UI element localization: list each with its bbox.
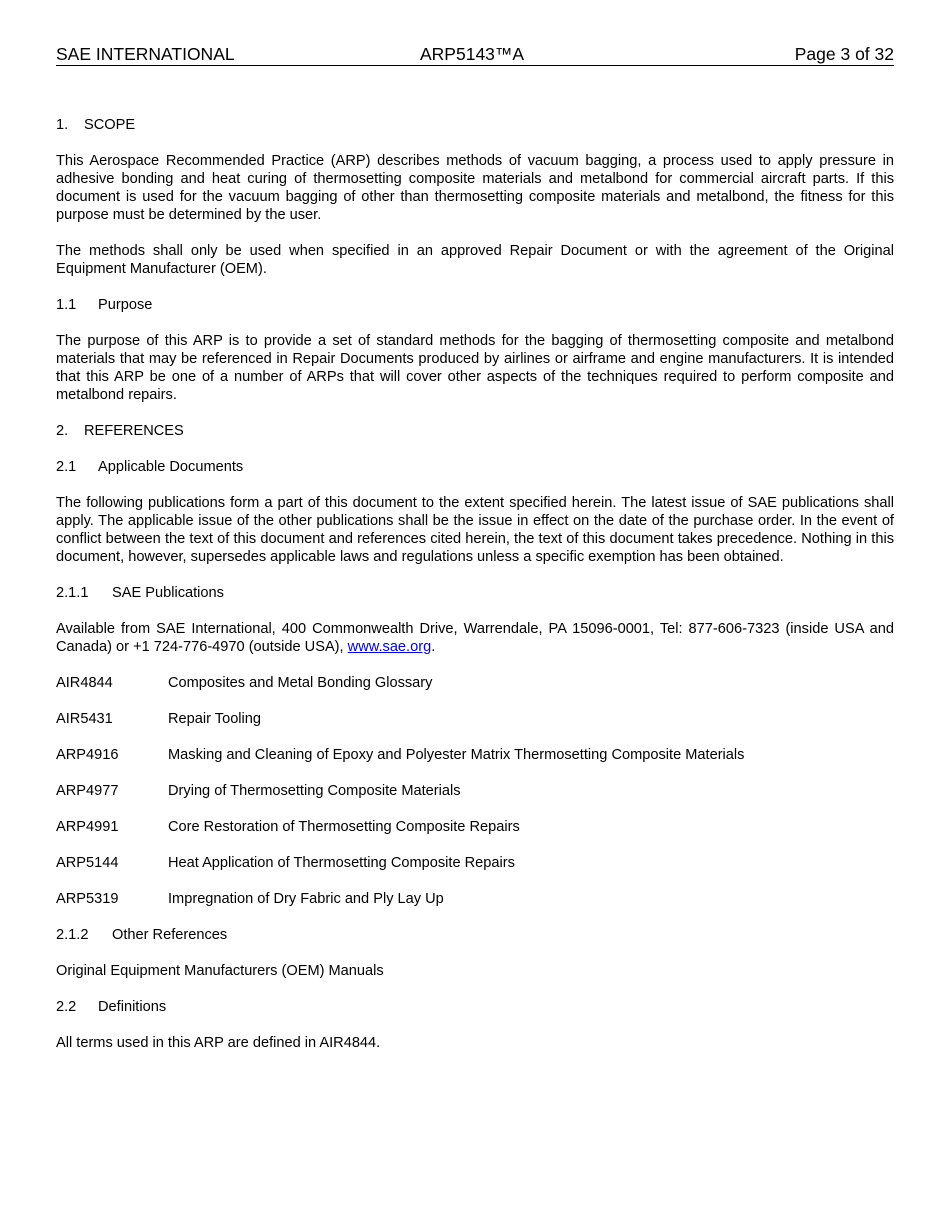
reference-item <box>56 782 894 800</box>
reference-code: ARP4991 <box>56 819 119 835</box>
reference-code: AIR4844 <box>56 675 113 691</box>
heading-title: Definitions <box>98 999 167 1015</box>
reference-title: Repair Tooling <box>168 711 262 727</box>
reference-title: Core Restoration of Thermosetting Composite Repairs <box>168 819 520 835</box>
heading-number: 2.1.2 <box>56 927 89 943</box>
reference-item <box>56 890 894 908</box>
heading-purpose <box>56 296 894 314</box>
header-organization: SAE INTERNATIONAL <box>56 44 235 64</box>
heading-title: REFERENCES <box>84 423 184 439</box>
heading-title: Purpose <box>98 297 153 313</box>
sae-address-suffix: . <box>431 639 436 655</box>
scope-paragraph-1: This Aerospace Recommended Practice (ARP) describes methods of vacuum bagging, a process used to apply pressure in adhesive bonding and heat curing of thermosetting composite materials and metalbond for commercial aircraft parts. If this document is used for the vacuum bagging of other than thermosetting composite materials and metalbond, the fitness for this purpose must be determined by the user. <box>56 153 894 223</box>
heading-title: Other References <box>112 927 228 943</box>
reference-code: ARP5319 <box>56 891 119 907</box>
header-document-number: ARP5143™A <box>420 44 525 64</box>
sae-publications-paragraph <box>56 620 894 656</box>
reference-code: ARP4916 <box>56 747 119 763</box>
heading-other-references <box>56 926 894 944</box>
heading-number: 2.2 <box>56 999 77 1015</box>
reference-list <box>56 674 894 908</box>
scope-paragraph-2: The methods shall only be used when specified in an approved Repair Document or with the agreement of the Original Equipment Manufacturer (OEM). <box>56 243 894 277</box>
heading-title: SCOPE <box>84 117 136 133</box>
reference-item <box>56 674 894 692</box>
heading-scope <box>56 116 894 134</box>
heading-number: 2.1.1 <box>56 585 89 601</box>
sae-website-link[interactable]: www.sae.org <box>347 639 432 655</box>
sae-address-text: Available from SAE International, 400 Commonwealth Drive, Warrendale, PA 15096-0001, Tel: 877-606-7323 (inside USA and Canada) or +1 724-776-4970 (outside USA), <box>56 621 894 655</box>
reference-code: AIR5431 <box>56 711 113 727</box>
reference-title: Masking and Cleaning of Epoxy and Polyester Matrix Thermosetting Composite Materials <box>168 747 745 763</box>
reference-title: Heat Application of Thermosetting Composite Repairs <box>168 855 515 871</box>
purpose-paragraph: The purpose of this ARP is to provide a set of standard methods for the bagging of thermosetting composite and metalbond materials that may be referenced in Repair Documents produced by airlines or airframe and engine manufacturers. It is intended that this ARP be one of a number of ARPs that will cover other aspects of the techniques required to perform composite and metalbond repairs. <box>56 333 894 403</box>
reference-title: Composites and Metal Bonding Glossary <box>168 675 433 691</box>
heading-applicable-documents <box>56 458 894 476</box>
heading-title: Applicable Documents <box>98 459 244 475</box>
reference-title: Impregnation of Dry Fabric and Ply Lay Up <box>168 891 444 907</box>
reference-item <box>56 710 894 728</box>
reference-item <box>56 854 894 872</box>
heading-number: 1.1 <box>56 297 77 313</box>
reference-item <box>56 818 894 836</box>
definitions-paragraph: All terms used in this ARP are defined in AIR4844. <box>56 1035 381 1051</box>
reference-code: ARP5144 <box>56 855 119 871</box>
heading-number: 2.1 <box>56 459 77 475</box>
page-content <box>56 116 894 1070</box>
applicable-documents-paragraph: The following publications form a part of this document to the extent specified herein. The latest issue of SAE publications shall apply. The applicable issue of the other publications shall be the issue in effect on the date of the purchase order. In the event of conflict between the text of this document and references cited herein, the text of this document takes precedence. Nothing in this document, however, supersedes applicable laws and regulations unless a specific exemption has been obtained. <box>56 495 894 565</box>
heading-number: 1. <box>56 117 69 133</box>
reference-title: Drying of Thermosetting Composite Materials <box>168 783 461 799</box>
heading-title: SAE Publications <box>112 585 224 601</box>
reference-item <box>56 746 894 764</box>
heading-definitions <box>56 998 894 1016</box>
reference-code: ARP4977 <box>56 783 119 799</box>
other-references-paragraph: Original Equipment Manufacturers (OEM) Manuals <box>56 963 384 979</box>
heading-references <box>56 422 894 440</box>
heading-sae-publications <box>56 584 894 602</box>
header-page-number: Page 3 of 32 <box>794 44 894 64</box>
heading-number: 2. <box>56 423 69 439</box>
page-header <box>56 44 894 66</box>
